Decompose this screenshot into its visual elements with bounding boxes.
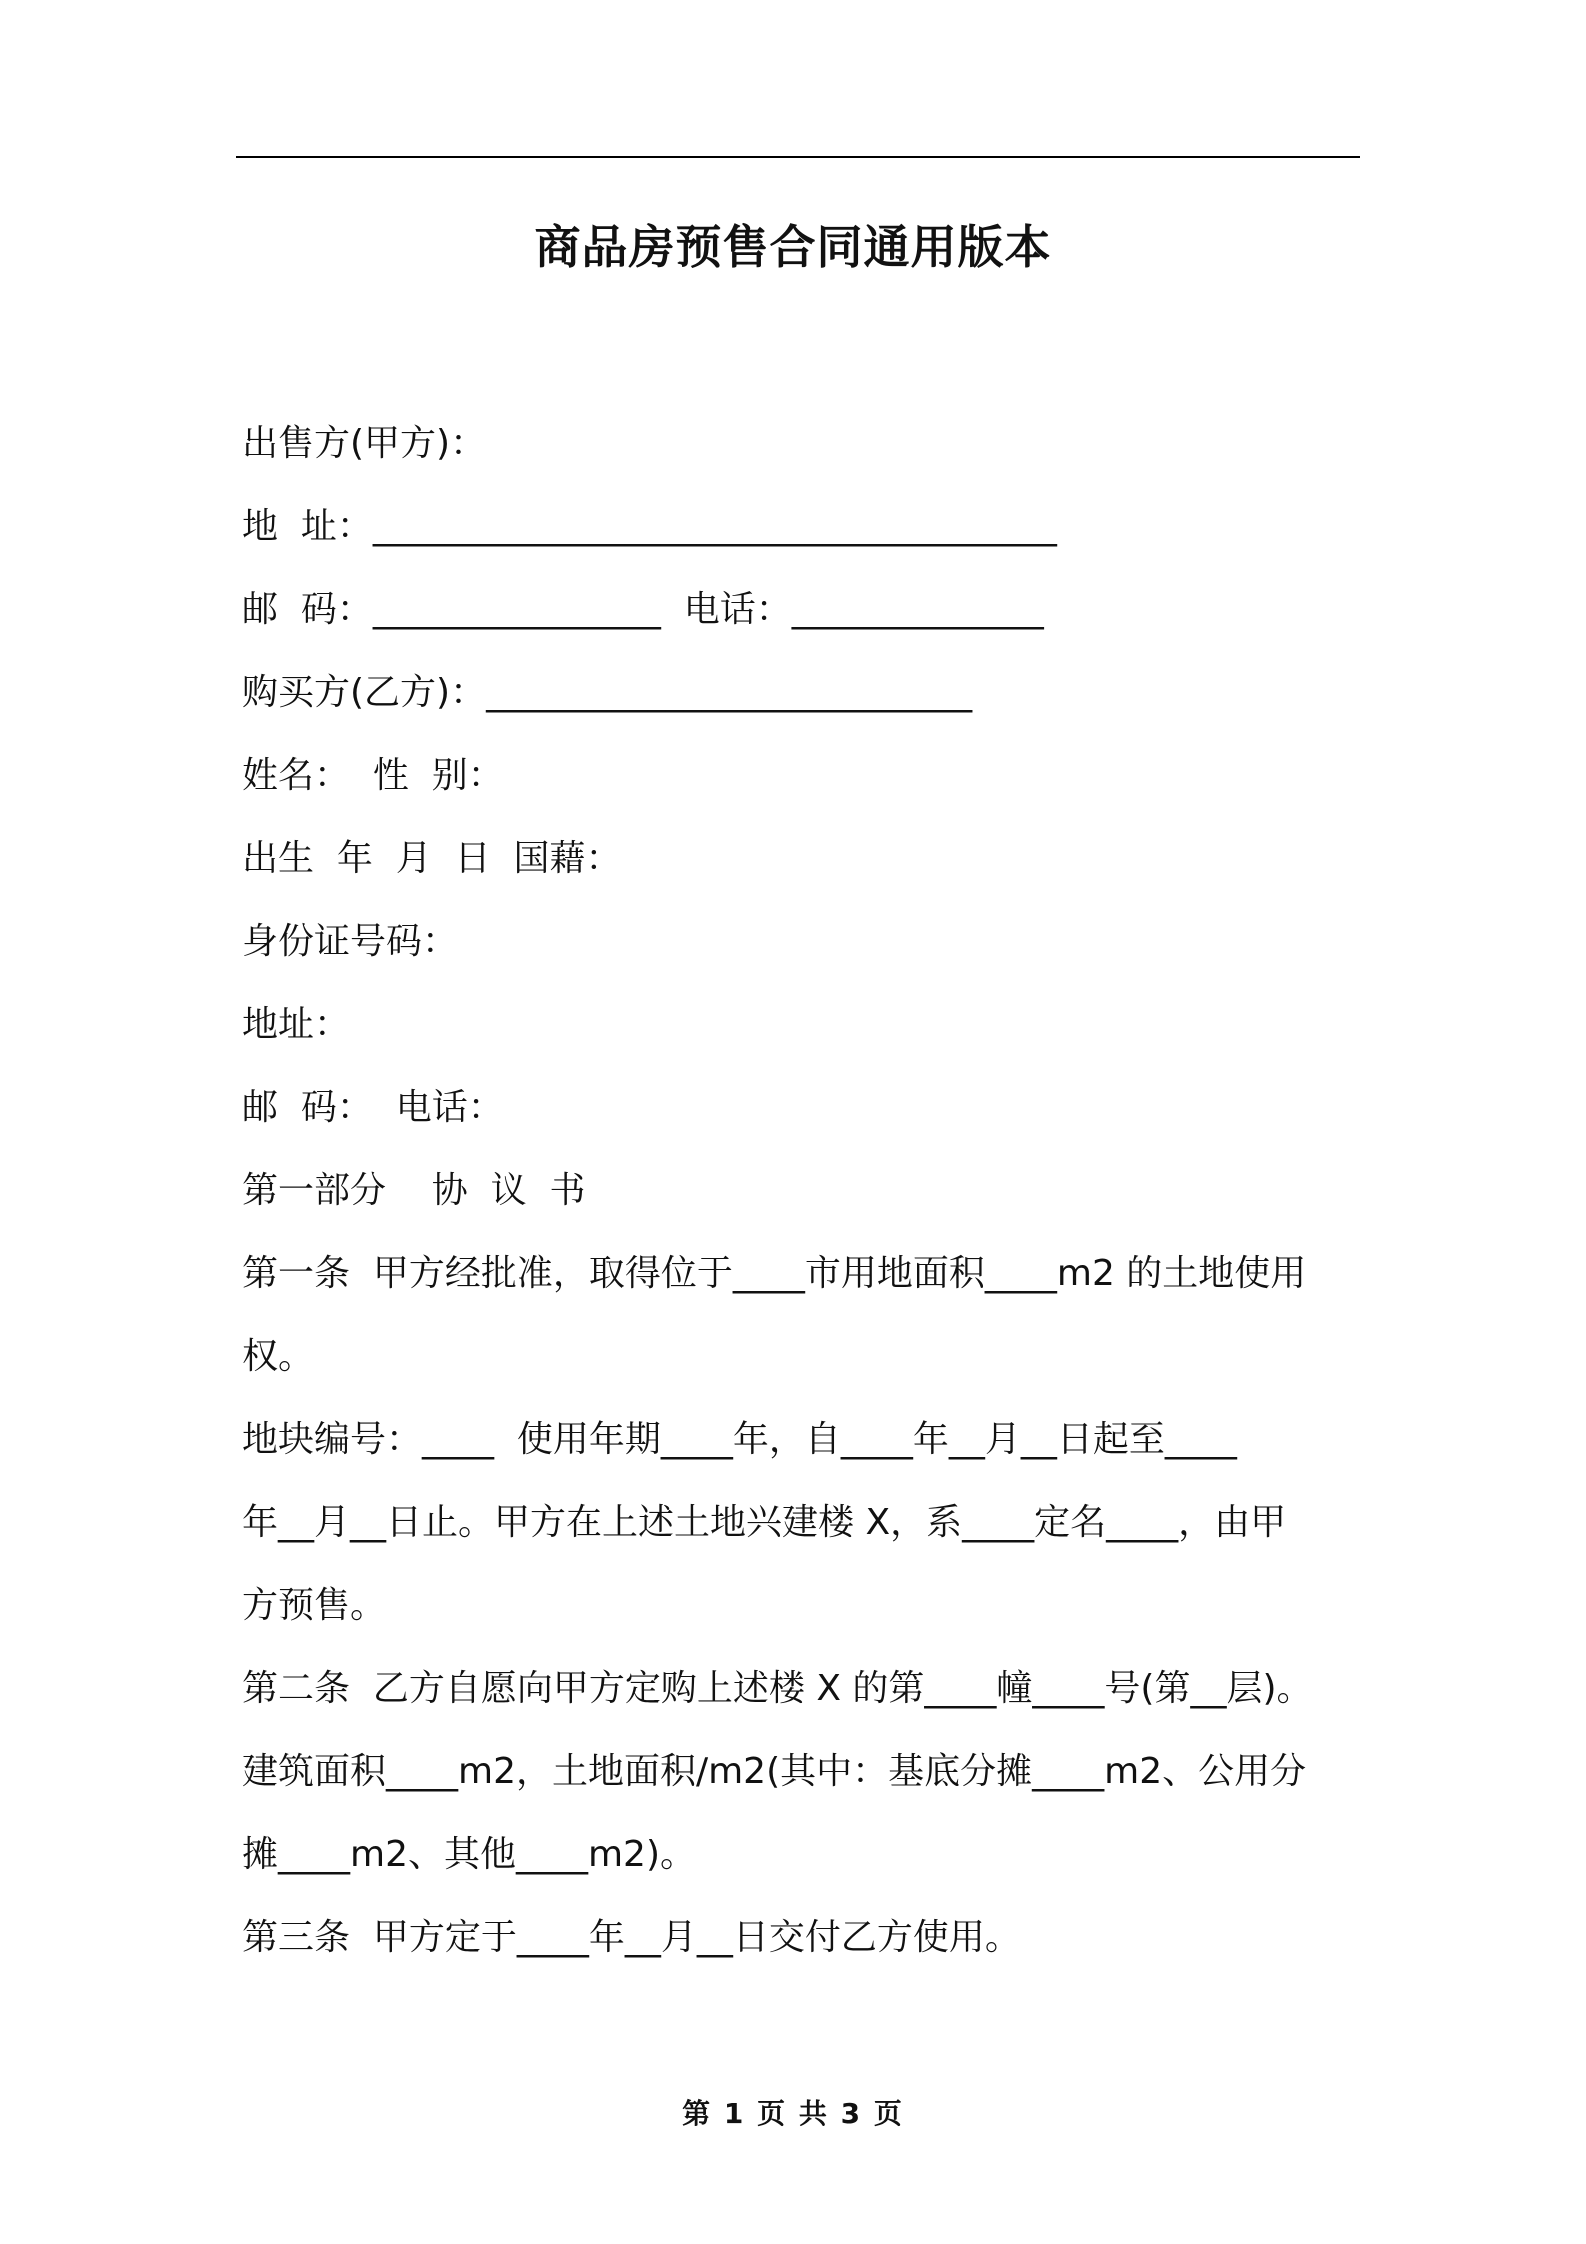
article-three-line: 第三条 甲方定于____年__月__日交付乙方使用。 [242,1917,1021,1958]
buyer-address-line: 地址： [242,1004,351,1045]
plot-number-line-2: 年__月__日止。甲方在上述土地兴建楼 X，系____定名____，由甲 [242,1502,1287,1543]
plot-number-line-3: 方预售。 [242,1585,387,1626]
buyer-name-gender-line: 姓名： 性 别： [242,755,504,796]
article-one-line-2: 权。 [242,1336,315,1377]
buyer-postcode-phone-line: 邮 码： 电话： [242,1087,504,1128]
seller-address-line: 地 址：______________________________________ [242,506,1057,547]
article-two-line-1: 第二条 乙方自愿向甲方定购上述楼 X 的第____幢____号(第__层)。 [242,1668,1313,1709]
document-body [242,402,1360,1979]
header-rule [236,156,1360,158]
article-two-line-2: 建筑面积____m2，土地面积/m2(其中：基底分摊____m2、公用分 [242,1751,1307,1792]
plot-number-line-1: 地块编号：____ 使用年期____年，自____年__月__日起至____ [242,1419,1237,1460]
page-indicator: 第 1 页 共 3 页 [682,2097,904,2130]
seller-label: 出售方(甲方)： [242,423,487,464]
document-title: 商品房预售合同通用版本 [534,220,1052,274]
buyer-birth-nationality-line: 出生 年 月 日 国藉： [242,838,622,879]
part-one-heading: 第一部分 协 议 书 [242,1170,586,1211]
buyer-label: 购买方(乙方)：___________________________ [242,672,973,713]
seller-postcode-phone-line: 邮 码：________________ 电话：______________ [242,589,1044,630]
article-two-line-3: 摊____m2、其他____m2)。 [242,1834,696,1875]
buyer-id-number-line: 身份证号码： [242,921,459,962]
article-one-line-1: 第一条 甲方经批准，取得位于____市用地面积____m2 的土地使用 [242,1253,1307,1294]
